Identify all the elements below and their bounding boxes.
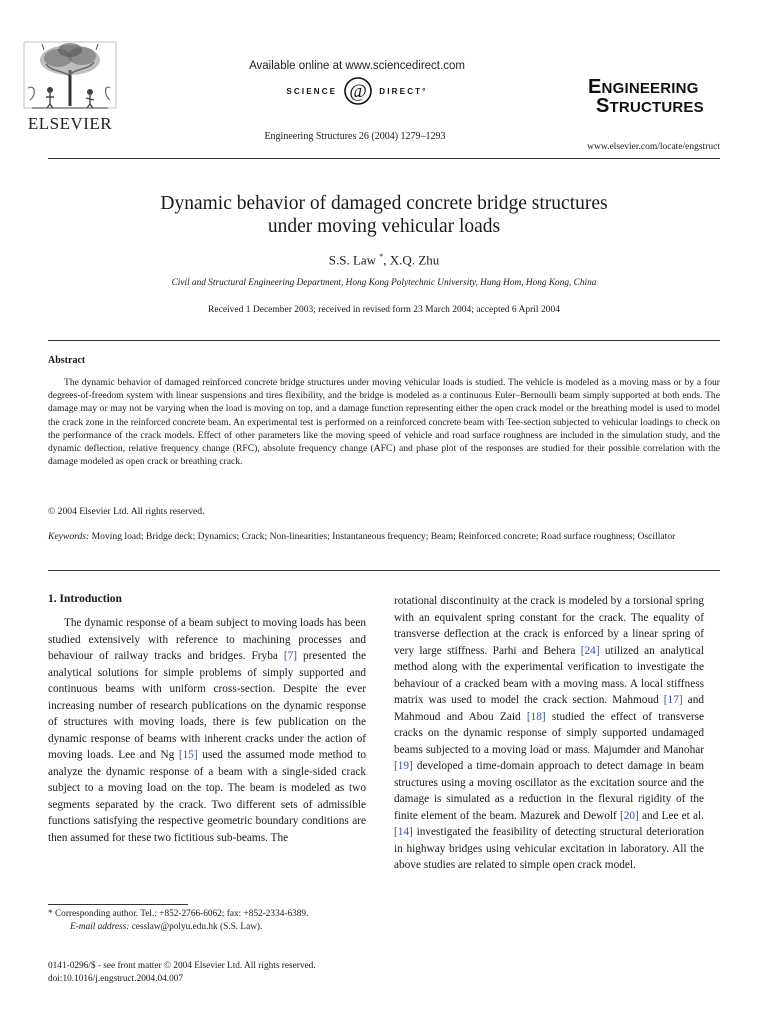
article-title	[48, 192, 720, 238]
intro-text-b: presented the analytical solutions for simple problems of simply supported and continuous beams with uniform cross-section. Despite the ever increasing number of research publications on the dynamic response of structures with moving loads, there is few publication on the dynamic response of beams with inherent cracks under the action of moving loads. Lee and Ng	[48, 650, 366, 761]
author-2[interactable]: X.Q. Zhu	[389, 252, 440, 268]
introduction-paragraph	[48, 615, 366, 846]
journal-wordmark	[588, 78, 718, 116]
citation-link-15[interactable]: [15]	[178, 749, 198, 761]
intro-text-c: used the assumed mode method to analyze the dynamic response of a beam with a single-sided crack subject to a moving load on the top. The beam is modeled as two segments separated by the crack. Two different sets of admissible functions satisfying the respective geometric boundary conditions are then assumed for these two fictitious sub-beams. The	[48, 749, 367, 844]
publisher-name: ELSEVIER	[27, 114, 113, 133]
right-text-e: developed a time-domain approach to detect damage in beam structures using a moving oscillator as the excitation source and the damage is simulated as a reduction in the flexural rigidity of the finite element of the beam. Mazurek and Dewolf	[394, 760, 704, 822]
right-text-b: utilized an analytical method along with the experimental verification to investigate the behaviour of a cracked beam with a moving mass. A local stiffness matrix was used to model the crack section. Mahmoud	[394, 644, 704, 706]
sciencedirect-at-icon	[343, 76, 373, 106]
email-label: E-mail address:	[70, 921, 130, 932]
right-text-a: rotational discontinuity at the crack is modeled by a torsional spring with an equivalent spring constant for the crack. The equality of transverse deflection at the crack is enforced by a linear spring of very large stiffness. Parhi and Behera	[394, 595, 704, 657]
abstract-heading: Abstract	[48, 355, 86, 366]
email-note	[48, 921, 366, 934]
citation-link-19[interactable]: [19]	[394, 760, 413, 772]
wordmark-line-2	[588, 97, 718, 116]
header-divider	[48, 158, 720, 159]
corresponding-author-note: * Corresponding author. Tel.: +852-2766-6062; fax: +852-2334-6389.	[48, 909, 309, 919]
wordmark-rest-1: NGINEERING	[601, 80, 699, 97]
right-text-g: investigated the feasibility of detecting structural deterioration in highway bridges using vehicular excitation in laboratory. All the above studies are related to simple open crack model.	[394, 826, 704, 871]
author-separator: ,	[383, 252, 390, 268]
citation-link-18[interactable]: [18]	[526, 710, 546, 723]
journal-url-link[interactable]: www.elsevier.com/locate/engstruct	[587, 142, 720, 152]
keywords-label: Keywords:	[48, 531, 90, 542]
right-text-d: studied the effect of transverse cracks on the dynamic response of simply supported undamaged beams subjected to a moving load or mass. Majumder and Manohar	[394, 710, 705, 756]
citation-link-14[interactable]: [14]	[394, 826, 413, 838]
section-heading-introduction: 1. Introduction	[48, 593, 122, 605]
citation-link-7[interactable]: [7]	[283, 650, 298, 662]
right-column	[394, 593, 704, 874]
left-column	[48, 593, 366, 846]
issn-line: 0141-0296/$ - see front matter © 2004 Elsevier Ltd. All rights reserved.	[48, 961, 316, 971]
keywords-list: Moving load; Bridge deck; Dynamics; Crack; Non-linearities; Instantaneous frequency; Beam; Reinforced concrete; Road surface roughness; Oscillator	[91, 531, 676, 542]
author-list	[48, 252, 720, 268]
wordmark-cap-e: E	[588, 76, 602, 98]
right-text-f: and Lee et al.	[638, 809, 704, 822]
right-column-paragraph	[394, 593, 704, 874]
sd-at-glyph: @	[349, 81, 368, 102]
elsevier-tree-emblem-icon	[22, 40, 118, 112]
sciencedirect-logo	[232, 76, 482, 106]
available-online-text[interactable]: Available online at www.sciencedirect.com	[249, 60, 465, 72]
citation-link-24[interactable]: [24]	[580, 644, 600, 657]
keywords	[48, 530, 720, 543]
sd-direct-word: DIRECT°	[379, 86, 428, 96]
footnotes	[48, 908, 366, 933]
corresponding-author-mark[interactable]: *	[379, 252, 384, 261]
sciencedirect-banner[interactable]	[232, 60, 482, 106]
title-line-1: Dynamic behavior of damaged concrete bridge structures	[160, 193, 608, 214]
author-affiliation: Civil and Structural Engineering Department, Hong Kong Polytechnic University, Hung Hom, Hong Kong, China	[171, 278, 597, 288]
title-divider	[48, 340, 720, 341]
citation-link-20[interactable]: [20]	[620, 809, 639, 822]
intro-text-a: The dynamic response of a beam subject to moving loads has been studied extensively with reference to machining processes and behaviour of railway tracks and bridges. Fryba	[48, 617, 366, 662]
abstract-body: The dynamic behavior of damaged reinforced concrete bridge structures under moving vehicular loads is studied. The vehicle is modeled as a moving mass or by a four degrees-of-freedom system with linear suspensions and tires flexibility, and the bridge is modeled as a continuous Euler–Bernoulli beam simply supported at both ends. The damage may or may not be varying when the load is moving on top, and a damage function representing either the open crack model or the breathing model is used to model the crack zone in the reinforced concrete beam. An experimental test is performed on a reinforced concrete beam with Tee-section subjected to vehicular loadings to check on the performance of the crack models. Effect of other parameters like the moving speed of vehicle and road surface roughness are included in the simulation study, and the dynamic deflection, relative frequency change (RFC), absolute frequency change (AFC) and phase plot of the responses are studied for their possible correlation with the damage modeled as open crack or breathing crack.	[48, 377, 720, 468]
publisher-logo	[22, 40, 118, 134]
title-line-2: under moving vehicular loads	[267, 216, 501, 237]
journal-citation: Engineering Structures 26 (2004) 1279–1293	[264, 131, 446, 142]
footnote-divider	[48, 904, 188, 905]
email-address[interactable]: cesslaw@polyu.edu.hk (S.S. Law).	[129, 921, 263, 932]
citation-link-17[interactable]: [17]	[663, 694, 683, 706]
sd-science-word: SCIENCE	[286, 86, 338, 96]
abstract-copyright: © 2004 Elsevier Ltd. All rights reserved.	[48, 506, 205, 517]
wordmark-rest-2: TRUCTURES	[609, 99, 704, 116]
article-history-dates: Received 1 December 2003; received in revised form 23 March 2004; accepted 6 April 2004	[208, 305, 560, 315]
issn-doi-block	[48, 960, 378, 985]
doi-line[interactable]: doi:10.1016/j.engstruct.2004.04.007	[48, 973, 184, 984]
abstract-divider	[48, 570, 720, 571]
right-text-c: and Mahmoud and Abou Zaid	[394, 694, 704, 723]
author-1[interactable]: S.S. Law	[328, 252, 377, 268]
wordmark-cap-s: S	[596, 95, 610, 117]
